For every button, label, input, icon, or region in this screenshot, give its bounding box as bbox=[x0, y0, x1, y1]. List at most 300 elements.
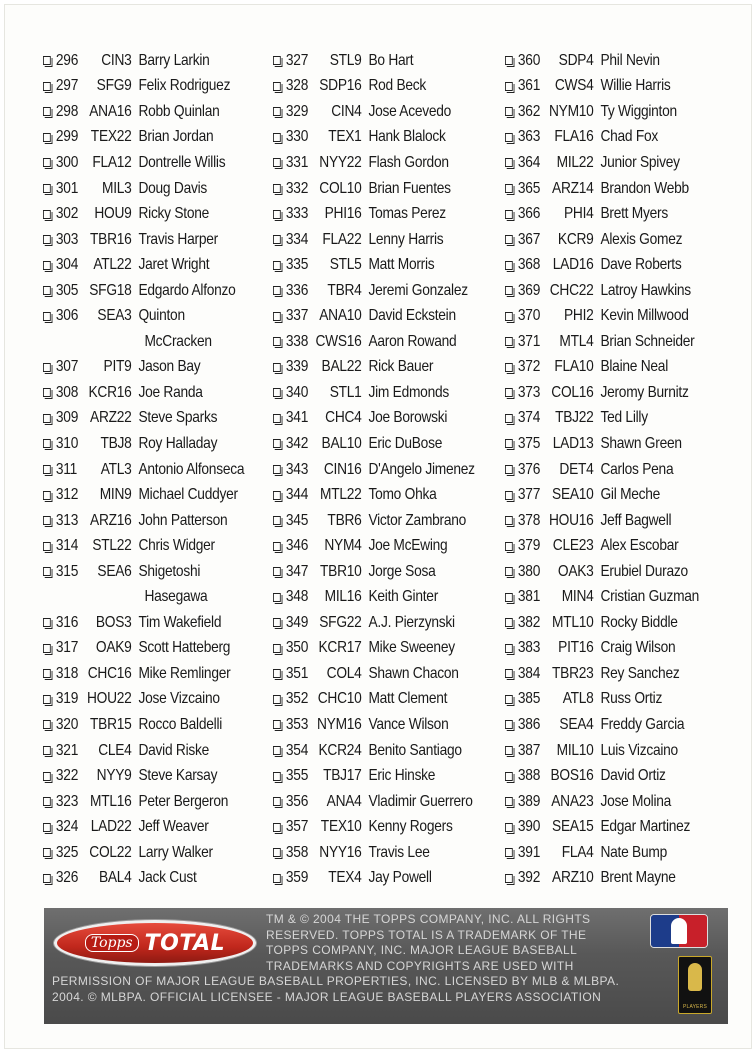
player-name: Ty Wigginton bbox=[600, 102, 677, 120]
checklist-row bbox=[273, 763, 464, 789]
card-number: 343 bbox=[285, 460, 309, 478]
card-number: 361 bbox=[517, 77, 541, 95]
checkbox-icon[interactable] bbox=[505, 848, 513, 857]
checkbox-icon[interactable] bbox=[43, 823, 51, 832]
checklist-row bbox=[505, 738, 696, 764]
team-code: MIN9 bbox=[99, 486, 132, 504]
card-number: 320 bbox=[55, 715, 79, 733]
checkbox-icon[interactable] bbox=[43, 312, 51, 321]
checkbox-icon[interactable] bbox=[43, 286, 51, 295]
team-code: MTL16 bbox=[90, 792, 132, 810]
checkbox-icon[interactable] bbox=[273, 261, 281, 270]
checklist-row bbox=[505, 176, 696, 202]
team-code: ATL22 bbox=[93, 256, 132, 274]
player-name: Travis Lee bbox=[368, 843, 430, 861]
checkbox-icon[interactable] bbox=[273, 286, 281, 295]
player-name: Willie Harris bbox=[600, 77, 671, 95]
checklist-row bbox=[505, 150, 696, 176]
checkbox-icon[interactable] bbox=[505, 337, 513, 346]
card-number: 372 bbox=[517, 358, 541, 376]
checkbox-icon[interactable] bbox=[505, 235, 513, 244]
card-number: 305 bbox=[55, 281, 79, 299]
checkbox-icon[interactable] bbox=[273, 158, 281, 167]
checkbox-icon[interactable] bbox=[43, 133, 51, 142]
checkbox-icon[interactable] bbox=[273, 184, 281, 193]
team-code: TBJ8 bbox=[100, 434, 132, 452]
checklist-row bbox=[505, 99, 696, 125]
card-number: 332 bbox=[285, 179, 309, 197]
team-code: NYY22 bbox=[319, 153, 362, 171]
checkbox-icon[interactable] bbox=[273, 593, 281, 602]
checklist-row bbox=[505, 840, 696, 866]
player-name: Vladimir Guerrero bbox=[368, 792, 473, 810]
checkbox-icon[interactable] bbox=[273, 363, 281, 372]
card-number: 390 bbox=[517, 818, 541, 836]
checkbox-icon[interactable] bbox=[43, 720, 51, 729]
team-code: CIN4 bbox=[331, 102, 362, 120]
team-code: TBR15 bbox=[90, 715, 132, 733]
player-name: Keith Ginter bbox=[368, 588, 439, 606]
player-name: Joe Borowski bbox=[368, 409, 448, 427]
team-code: ANA4 bbox=[326, 792, 362, 810]
card-number: 326 bbox=[55, 869, 79, 887]
team-code: CHC16 bbox=[87, 664, 132, 682]
checkbox-icon[interactable] bbox=[43, 567, 51, 576]
player-name: Peter Bergeron bbox=[138, 792, 229, 810]
checkbox-icon[interactable] bbox=[505, 567, 513, 576]
team-code: LAD16 bbox=[552, 256, 594, 274]
checkbox-icon[interactable] bbox=[273, 414, 281, 423]
player-name: Roy Halladay bbox=[138, 434, 218, 452]
checklist-row bbox=[43, 636, 234, 662]
card-number: 321 bbox=[55, 741, 79, 759]
team-code: KCR24 bbox=[318, 741, 362, 759]
checklist-card bbox=[4, 4, 752, 1049]
card-number: 380 bbox=[517, 562, 541, 580]
checkbox-icon[interactable] bbox=[505, 56, 513, 65]
checkbox-icon[interactable] bbox=[43, 414, 51, 423]
checkbox-icon[interactable] bbox=[43, 210, 51, 219]
checkbox-icon[interactable] bbox=[43, 56, 51, 65]
card-number: 352 bbox=[285, 690, 309, 708]
checklist-row bbox=[273, 99, 464, 125]
checkbox-icon[interactable] bbox=[43, 669, 51, 678]
checkbox-icon[interactable] bbox=[505, 439, 513, 448]
card-number: 362 bbox=[517, 102, 541, 120]
checkbox-icon[interactable] bbox=[273, 235, 281, 244]
card-number: 330 bbox=[285, 128, 309, 146]
card-number: 353 bbox=[285, 715, 309, 733]
player-name: Antonio Alfonseca bbox=[138, 460, 245, 478]
checkbox-icon[interactable] bbox=[273, 746, 281, 755]
checkbox-icon[interactable] bbox=[505, 491, 513, 500]
player-name: Brandon Webb bbox=[600, 179, 689, 197]
card-number: 366 bbox=[517, 205, 541, 223]
checklist-row bbox=[273, 482, 464, 508]
checkbox-icon[interactable] bbox=[505, 542, 513, 551]
checklist-row bbox=[273, 457, 475, 483]
checkbox-icon[interactable] bbox=[43, 235, 51, 244]
player-name: David Riske bbox=[138, 741, 210, 759]
player-name: Alex Escobar bbox=[600, 537, 679, 555]
player-name: Shigetoshi bbox=[138, 562, 201, 580]
player-name: Craig Wilson bbox=[600, 639, 676, 657]
checkbox-icon[interactable] bbox=[505, 158, 513, 167]
checkbox-icon[interactable] bbox=[505, 516, 513, 525]
player-name: Luis Vizcaino bbox=[600, 741, 678, 759]
logo-script-text: Topps bbox=[85, 934, 139, 952]
checklist-row bbox=[505, 559, 696, 585]
checkbox-icon[interactable] bbox=[273, 848, 281, 857]
team-code: SEA6 bbox=[97, 562, 132, 580]
team-code: COL16 bbox=[551, 383, 594, 401]
player-name: Jose Vizcaino bbox=[138, 690, 220, 708]
team-code: OAK9 bbox=[95, 639, 132, 657]
checkbox-icon[interactable] bbox=[273, 618, 281, 627]
player-name: Jeromy Burnitz bbox=[600, 383, 689, 401]
team-code: FLA10 bbox=[554, 358, 594, 376]
checklist-row bbox=[43, 610, 234, 636]
checkbox-icon[interactable] bbox=[505, 107, 513, 116]
team-code: CLE4 bbox=[98, 741, 132, 759]
checklist-row bbox=[273, 687, 464, 713]
team-code: ARZ10 bbox=[552, 869, 594, 887]
player-name: Kenny Rogers bbox=[368, 818, 453, 836]
player-name: Erubiel Durazo bbox=[600, 562, 688, 580]
checkbox-icon[interactable] bbox=[273, 439, 281, 448]
checklist-row bbox=[43, 355, 234, 381]
player-name: Jason Bay bbox=[138, 358, 201, 376]
card-number: 377 bbox=[517, 486, 541, 504]
checkbox-icon[interactable] bbox=[273, 465, 281, 474]
checkbox-icon[interactable] bbox=[273, 312, 281, 321]
checklist-row bbox=[273, 406, 464, 432]
checkbox-icon[interactable] bbox=[505, 874, 513, 883]
checklist-row bbox=[505, 406, 696, 432]
player-name: Jeremi Gonzalez bbox=[368, 281, 468, 299]
team-code: BOS16 bbox=[550, 767, 594, 785]
player-name: Quinton bbox=[138, 307, 185, 325]
card-number: 347 bbox=[285, 562, 309, 580]
player-name: Lenny Harris bbox=[368, 230, 444, 248]
player-name: Jose Acevedo bbox=[368, 102, 452, 120]
player-name: Mike Sweeney bbox=[368, 639, 455, 657]
checklist-row bbox=[43, 150, 234, 176]
checkbox-icon[interactable] bbox=[505, 644, 513, 653]
checkbox-icon[interactable] bbox=[273, 695, 281, 704]
checkbox-icon[interactable] bbox=[505, 388, 513, 397]
checklist-row bbox=[43, 508, 234, 534]
card-number: 301 bbox=[55, 179, 79, 197]
logo-word-text: TOTAL bbox=[144, 930, 226, 956]
card-number: 306 bbox=[55, 307, 79, 325]
checkbox-icon[interactable] bbox=[43, 516, 51, 525]
checkbox-icon[interactable] bbox=[273, 669, 281, 678]
card-number: 336 bbox=[285, 281, 309, 299]
checklist-row bbox=[273, 227, 464, 253]
card-number: 371 bbox=[517, 332, 541, 350]
player-name: Steve Karsay bbox=[138, 767, 218, 785]
card-number: 323 bbox=[55, 792, 79, 810]
player-name: Chris Widger bbox=[138, 537, 215, 555]
team-code: MTL4 bbox=[559, 332, 594, 350]
checklist-row bbox=[505, 355, 696, 381]
checkbox-icon[interactable] bbox=[273, 772, 281, 781]
checkbox-icon[interactable] bbox=[273, 823, 281, 832]
checkbox-icon[interactable] bbox=[43, 618, 51, 627]
checklist-row bbox=[505, 329, 696, 355]
player-name: Matt Morris bbox=[368, 256, 435, 274]
checklist-row bbox=[43, 74, 234, 100]
checklist-row bbox=[43, 278, 234, 304]
checklist-row bbox=[43, 559, 234, 585]
checkbox-icon[interactable] bbox=[505, 286, 513, 295]
checklist-row bbox=[505, 125, 696, 151]
checklist-row bbox=[505, 533, 696, 559]
team-code: CIN16 bbox=[323, 460, 362, 478]
player-name: Jay Powell bbox=[368, 869, 432, 887]
checklist-row bbox=[43, 431, 234, 457]
card-number: 351 bbox=[285, 664, 309, 682]
card-number: 378 bbox=[517, 511, 541, 529]
player-name: Tim Wakefield bbox=[138, 613, 222, 631]
card-number: 381 bbox=[517, 588, 541, 606]
checklist-row bbox=[273, 636, 464, 662]
team-code: TEX4 bbox=[328, 869, 362, 887]
checkbox-icon[interactable] bbox=[273, 491, 281, 500]
card-number: 364 bbox=[517, 153, 541, 171]
checkbox-icon[interactable] bbox=[505, 823, 513, 832]
card-number: 360 bbox=[517, 51, 541, 69]
checkbox-icon[interactable] bbox=[43, 184, 51, 193]
checklist-row bbox=[273, 508, 467, 534]
team-code: COL22 bbox=[89, 843, 132, 861]
player-name-continued: Hasegawa bbox=[144, 588, 208, 606]
player-name: Shawn Chacon bbox=[368, 664, 459, 682]
player-name: Vance Wilson bbox=[368, 715, 449, 733]
checkbox-icon[interactable] bbox=[273, 337, 281, 346]
checkbox-icon[interactable] bbox=[505, 312, 513, 321]
team-code: FLA12 bbox=[92, 153, 132, 171]
checkbox-icon[interactable] bbox=[505, 133, 513, 142]
team-code: COL10 bbox=[319, 179, 362, 197]
card-number: 304 bbox=[55, 256, 79, 274]
player-name: Scott Hatteberg bbox=[138, 639, 231, 657]
checklist-column-2 bbox=[273, 48, 495, 891]
team-code: COL4 bbox=[326, 664, 362, 682]
legal-line: TM & © 2004 THE TOPPS COMPANY, INC. ALL RIGHTS bbox=[266, 912, 591, 926]
card-number: 370 bbox=[517, 307, 541, 325]
checkbox-icon[interactable] bbox=[505, 210, 513, 219]
team-code: ATL3 bbox=[100, 460, 132, 478]
checklist-row bbox=[505, 303, 696, 329]
checkbox-icon[interactable] bbox=[43, 491, 51, 500]
card-number: 373 bbox=[517, 383, 541, 401]
team-code: BAL22 bbox=[321, 358, 362, 376]
checkbox-icon[interactable] bbox=[273, 133, 281, 142]
player-name: Russ Ortiz bbox=[600, 690, 663, 708]
card-number: 375 bbox=[517, 434, 541, 452]
card-number: 388 bbox=[517, 767, 541, 785]
checkbox-icon[interactable] bbox=[273, 542, 281, 551]
card-number: 344 bbox=[285, 486, 309, 504]
card-number: 299 bbox=[55, 128, 79, 146]
checkbox-icon[interactable] bbox=[43, 439, 51, 448]
player-name: Blaine Neal bbox=[600, 358, 668, 376]
checkbox-icon[interactable] bbox=[43, 107, 51, 116]
checklist-row bbox=[505, 482, 696, 508]
player-name: Kevin Millwood bbox=[600, 307, 689, 325]
card-number: 298 bbox=[55, 102, 79, 120]
checkbox-icon[interactable] bbox=[43, 772, 51, 781]
checkbox-icon[interactable] bbox=[505, 720, 513, 729]
checklist-row bbox=[273, 431, 464, 457]
team-code: MIL22 bbox=[556, 153, 594, 171]
checklist-row bbox=[273, 738, 464, 764]
legal-line: 2004. © MLBPA. OFFICIAL LICENSEE - MAJOR LEAGUE BASEBALL PLAYERS ASSOCIATION bbox=[52, 989, 602, 1004]
checklist-row bbox=[505, 380, 696, 406]
checkbox-icon[interactable] bbox=[43, 874, 51, 883]
team-code: NYM10 bbox=[548, 102, 594, 120]
team-code: LAD22 bbox=[90, 818, 132, 836]
checklist-row bbox=[505, 584, 700, 610]
player-name: Brian Fuentes bbox=[368, 179, 451, 197]
player-name: Barry Larkin bbox=[138, 51, 210, 69]
team-code: MIL10 bbox=[556, 741, 594, 759]
card-number: 348 bbox=[285, 588, 309, 606]
team-code: HOU22 bbox=[86, 690, 132, 708]
checkbox-icon[interactable] bbox=[273, 516, 281, 525]
player-name: Nate Bump bbox=[600, 843, 667, 861]
checkbox-icon[interactable] bbox=[505, 772, 513, 781]
checkbox-icon[interactable] bbox=[273, 567, 281, 576]
card-number: 368 bbox=[517, 256, 541, 274]
player-name: John Patterson bbox=[138, 511, 228, 529]
checkbox-icon[interactable] bbox=[43, 644, 51, 653]
team-code: FLA4 bbox=[561, 843, 594, 861]
team-code: TEX22 bbox=[90, 128, 132, 146]
checkbox-icon[interactable] bbox=[43, 465, 51, 474]
checkbox-icon[interactable] bbox=[505, 593, 513, 602]
checkbox-icon[interactable] bbox=[273, 388, 281, 397]
checkbox-icon[interactable] bbox=[273, 797, 281, 806]
checklist-row bbox=[505, 227, 696, 253]
checkbox-icon[interactable] bbox=[273, 644, 281, 653]
checkbox-icon[interactable] bbox=[43, 388, 51, 397]
checkbox-icon[interactable] bbox=[273, 210, 281, 219]
checklist-row bbox=[43, 303, 234, 329]
team-code: HOU9 bbox=[94, 205, 132, 223]
mlbpa-logo-icon bbox=[678, 956, 712, 1014]
checklist-column-3 bbox=[505, 48, 727, 891]
checkbox-icon[interactable] bbox=[505, 82, 513, 91]
checkbox-icon[interactable] bbox=[43, 363, 51, 372]
card-number: 311 bbox=[55, 460, 78, 478]
card-number: 383 bbox=[517, 639, 541, 657]
card-number: 374 bbox=[517, 409, 541, 427]
checkbox-icon[interactable] bbox=[43, 158, 51, 167]
checkbox-icon[interactable] bbox=[505, 465, 513, 474]
team-code: SDP4 bbox=[558, 51, 594, 69]
checklist-row bbox=[43, 201, 234, 227]
checkbox-icon[interactable] bbox=[43, 848, 51, 857]
player-name: Cristian Guzman bbox=[600, 588, 700, 606]
player-name: Tomas Perez bbox=[368, 205, 446, 223]
checkbox-icon[interactable] bbox=[43, 797, 51, 806]
checklist-row bbox=[43, 763, 234, 789]
checkbox-icon[interactable] bbox=[505, 184, 513, 193]
checklist-row bbox=[273, 355, 464, 381]
checkbox-icon[interactable] bbox=[505, 363, 513, 372]
team-code: TEX10 bbox=[320, 818, 362, 836]
checkbox-icon[interactable] bbox=[505, 669, 513, 678]
player-name: Alexis Gomez bbox=[600, 230, 683, 248]
team-code: ANA23 bbox=[551, 792, 594, 810]
checkbox-icon[interactable] bbox=[505, 618, 513, 627]
team-code: SDP16 bbox=[319, 77, 362, 95]
checkbox-icon[interactable] bbox=[505, 261, 513, 270]
checkbox-icon[interactable] bbox=[43, 542, 51, 551]
player-name: Jorge Sosa bbox=[368, 562, 436, 580]
checklist-row bbox=[273, 303, 464, 329]
checklist-row bbox=[43, 814, 234, 840]
checkbox-icon[interactable] bbox=[273, 56, 281, 65]
team-code: STL22 bbox=[92, 537, 132, 555]
checklist-row bbox=[273, 533, 464, 559]
card-number: 350 bbox=[285, 639, 309, 657]
team-code: SEA4 bbox=[559, 715, 594, 733]
checkbox-icon[interactable] bbox=[273, 107, 281, 116]
player-name: Rick Bauer bbox=[368, 358, 434, 376]
checklist-row bbox=[273, 125, 464, 151]
checkbox-icon[interactable] bbox=[505, 797, 513, 806]
checklist-row bbox=[505, 201, 696, 227]
checkbox-icon[interactable] bbox=[43, 695, 51, 704]
checkbox-icon[interactable] bbox=[505, 414, 513, 423]
checkbox-icon[interactable] bbox=[43, 746, 51, 755]
checkbox-icon[interactable] bbox=[505, 695, 513, 704]
team-code: ARZ16 bbox=[90, 511, 132, 529]
team-code: KCR17 bbox=[318, 639, 362, 657]
card-number: 317 bbox=[55, 639, 79, 657]
player-name: Flash Gordon bbox=[368, 153, 449, 171]
checkbox-icon[interactable] bbox=[505, 746, 513, 755]
team-code: CWS4 bbox=[554, 77, 594, 95]
team-code: OAK3 bbox=[557, 562, 594, 580]
card-number: 329 bbox=[285, 102, 309, 120]
card-number: 297 bbox=[55, 77, 79, 95]
team-code: SFG9 bbox=[96, 77, 132, 95]
card-number: 328 bbox=[285, 77, 309, 95]
team-code: STL1 bbox=[329, 383, 362, 401]
team-code: FLA16 bbox=[554, 128, 594, 146]
checkbox-icon[interactable] bbox=[43, 82, 51, 91]
checklist-row bbox=[505, 278, 696, 304]
legal-line: TOPPS COMPANY, INC. MAJOR LEAGUE BASEBALL bbox=[266, 943, 578, 957]
card-number: 337 bbox=[285, 307, 309, 325]
checkbox-icon[interactable] bbox=[273, 82, 281, 91]
checklist-row bbox=[273, 789, 473, 815]
card-number: 302 bbox=[55, 205, 79, 223]
card-number: 327 bbox=[285, 51, 309, 69]
checkbox-icon[interactable] bbox=[273, 720, 281, 729]
player-name: Ricky Stone bbox=[138, 205, 210, 223]
checkbox-icon[interactable] bbox=[43, 261, 51, 270]
player-name: Rocky Biddle bbox=[600, 613, 678, 631]
checklist-row bbox=[43, 712, 234, 738]
player-name: Doug Davis bbox=[138, 179, 208, 197]
checkbox-icon[interactable] bbox=[273, 874, 281, 883]
